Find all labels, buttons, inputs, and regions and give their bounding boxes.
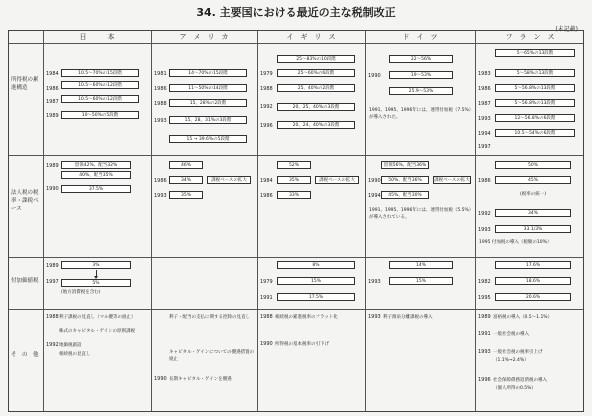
year-label: 1988 (260, 314, 273, 320)
year-label: 1988 (154, 101, 167, 107)
corp-box: 37.5% (61, 185, 131, 193)
corp-expand-box: 課税ベースの拡大 (434, 178, 470, 183)
year-label: 1986 (46, 86, 59, 92)
year-label: 1994 (368, 193, 381, 199)
year-label: 1989 (46, 263, 59, 269)
year-label: 1992 (46, 342, 59, 348)
row-divider (9, 155, 583, 156)
year-label: 1983 (478, 71, 491, 77)
row-label-income: 所得税の累進構造 (11, 77, 39, 91)
year-label: 1990 (154, 376, 167, 382)
corp-box: 52% (277, 161, 311, 169)
vat-box: 17.5% (277, 293, 355, 301)
other-item: （1.1%→2.4%） (493, 358, 529, 363)
income-box: 20、24、40%の3段階 (277, 121, 355, 129)
row-label-other: そ の 他 (11, 352, 39, 358)
income-box: 11〜50%の14段階 (169, 84, 247, 92)
corp-box: 40%、配当35% (61, 171, 131, 179)
year-label: 1992 (260, 104, 273, 110)
year-label: 1996 (478, 377, 491, 383)
income-box: 5〜56.8%の13段階 (495, 84, 575, 92)
vat-box: 5% (61, 279, 131, 287)
corp-expand-box: 課税ベースの拡大 (207, 176, 251, 184)
corp-box: 35% (169, 191, 203, 199)
income-box: 15、28、31%の3段階 (169, 116, 247, 124)
corp-box: 34% (495, 209, 571, 217)
other-item: 一般社会税の税率引上げ (493, 350, 543, 355)
year-label: 1991 (260, 295, 273, 301)
column-divider (365, 31, 366, 411)
other-item: 所得税の基本税率の引下げ (275, 342, 329, 347)
column-divider (475, 31, 476, 411)
tax-reform-table (8, 30, 584, 412)
year-label: 1991 (478, 331, 491, 337)
column-divider (43, 31, 44, 411)
income-box: 19〜53% (389, 71, 453, 79)
year-label: 1993 (478, 227, 491, 233)
corp-note: 1991、1995、1996年には、連帯付加税（5.5%）が導入されている。 (369, 208, 472, 220)
income-box: 10.5〜70%の15段階 (61, 69, 139, 77)
header-japan: 日 本 (79, 33, 115, 41)
year-label: 1996 (260, 123, 273, 129)
income-box: 25〜60%の6段階 (277, 69, 355, 77)
year-label: 1984 (46, 71, 59, 77)
row-divider (9, 257, 583, 258)
vat-box: 15% (277, 277, 355, 285)
other-item: 利子・配当の支払に関する控除の見直し (169, 315, 250, 320)
corp-box: 46% (169, 161, 203, 169)
income-box: 10.5〜60%の12段階 (61, 81, 139, 89)
income-box: 5〜56.8%の13段階 (495, 99, 575, 107)
vat-box: 3% (61, 261, 131, 269)
year-label: 1994 (478, 131, 491, 137)
other-item: 相続税の見直し (59, 352, 91, 357)
year-label: 1997 (478, 144, 491, 150)
other-item: 社会保障債務返済税の導入 (493, 378, 547, 383)
other-item: 相続税の累進税率のフラット化 (275, 315, 338, 320)
other-item: 一般社会税の導入 (493, 332, 529, 337)
income-box: 10.5〜54%の6段階 (495, 129, 575, 137)
year-label: 1989 (46, 113, 59, 119)
year-label: 1988 (46, 314, 59, 320)
other-item: 株式のキャピタル・ゲインの原則課税 (59, 329, 136, 334)
header-uk: イ ギ リ ス (286, 33, 336, 41)
vat-box: 8% (277, 261, 355, 269)
other-item: （個人所得の0.5%） (493, 386, 536, 391)
year-label: 1986 (260, 193, 273, 199)
corp-note: (税率の統一) (519, 192, 546, 197)
corp-box: 35% (277, 176, 311, 184)
year-label: 1993 (478, 116, 491, 122)
income-box: 12〜56.8%の6段階 (495, 114, 575, 122)
vat-note: (地方消費税を含む) (61, 290, 101, 295)
corp-box: 留保42%、配当32% (61, 161, 131, 169)
corp-box: 45% (495, 176, 571, 184)
corp-expand-box: 課税ベースの拡大 (315, 176, 359, 184)
corp-box: 留保56%、配当36% (381, 161, 429, 169)
row-divider (9, 43, 583, 44)
year-label: 1986 (154, 86, 167, 92)
other-item: 利子課税の見直し（マル優等の廃止） (59, 315, 136, 320)
year-label: 1990 (368, 73, 381, 79)
year-label: 1989 (478, 314, 491, 320)
income-box: 22〜56% (389, 55, 453, 63)
income-box: 25〜83%の10段階 (277, 55, 355, 63)
year-label: 1993 (154, 118, 167, 124)
header-usa: ア メ リ カ (179, 33, 229, 41)
other-item: 利子源泉分離課税の導入 (383, 315, 433, 320)
year-label: 1986 (154, 178, 167, 184)
page-title: 34. 主要国における最近の主な税制改正 (196, 6, 396, 19)
corp-box: 33% (277, 191, 311, 199)
income-box: 15、28%の2段階 (169, 99, 247, 107)
corp-box: 34% (169, 176, 203, 184)
year-label: 1987 (46, 99, 59, 105)
header-germany: ド イ ツ (402, 33, 438, 41)
corp-box: 50%、配当36% (381, 176, 429, 184)
income-box: 20、25、40%の3段階 (277, 103, 355, 111)
corp-box: 50% (495, 161, 571, 169)
year-label: 1989 (46, 163, 59, 169)
other-item: キャピタル・ゲインについての優遇措置の廃止 (169, 350, 255, 362)
income-box: 5〜58%の13段階 (495, 69, 575, 77)
year-label: 1979 (260, 71, 273, 77)
vat-box: 15% (389, 277, 453, 285)
year-label: 1988 (260, 86, 273, 92)
year-label: 1979 (260, 279, 273, 285)
corp-note: 1995 付加税の導入（税額の10%） (479, 240, 552, 245)
income-box: 10.5〜60%の12段階 (61, 95, 139, 103)
year-label: 1986 (478, 86, 491, 92)
column-divider (151, 31, 152, 411)
unit-label: (未記載) (555, 26, 578, 33)
corp-box: 45%、配当30% (381, 191, 429, 199)
other-item: 富裕税の導入（0.5〜1.1%） (493, 315, 553, 320)
income-box: 25、40%の2段階 (277, 84, 355, 92)
year-label: 1992 (478, 211, 491, 217)
vat-box: 18.6% (495, 277, 571, 285)
year-label: 1982 (478, 279, 491, 285)
year-label: 1993 (154, 193, 167, 199)
row-label-corporate: 法人税の税率・課税ベース (11, 190, 39, 212)
vat-box: 14% (389, 261, 453, 269)
income-box: 15 → 39.6%の5段階 (169, 135, 247, 143)
year-label: 1997 (46, 279, 59, 285)
arrow-icon (96, 270, 97, 278)
vat-box: 17.6% (495, 261, 571, 269)
year-label: 1993 (368, 314, 381, 320)
year-label: 1993 (368, 279, 381, 285)
corp-box: 33.1/3% (495, 225, 571, 233)
income-box: 10〜50%の5段階 (61, 111, 139, 119)
header-france: フ ラ ン ス (505, 33, 555, 41)
year-label: 1990 (46, 186, 59, 192)
year-label: 1984 (260, 178, 273, 184)
other-item: 長期キャピタル・ゲインを優遇 (169, 377, 232, 382)
year-label: 1990 (368, 178, 381, 184)
row-label-vat: 付加価値税 (11, 278, 39, 284)
row-divider (9, 309, 583, 310)
year-label: 1995 (478, 295, 491, 301)
vat-box: 20.6% (495, 293, 571, 301)
year-label: 1986 (478, 178, 491, 184)
year-label: 1990 (260, 341, 273, 347)
income-box: 25.9〜53% (389, 87, 453, 95)
year-label: 1993 (478, 349, 491, 355)
year-label: 1987 (478, 101, 491, 107)
income-box: 14〜70%の15段階 (169, 69, 247, 77)
income-box: 5〜65%の13段階 (495, 49, 575, 57)
column-divider (257, 31, 258, 411)
income-note: 1991、1995、1996年には、連帯付加税（7.5%）が導入された。 (369, 108, 472, 120)
year-label: 1981 (154, 71, 167, 77)
other-item: 地価税創設 (59, 343, 82, 348)
